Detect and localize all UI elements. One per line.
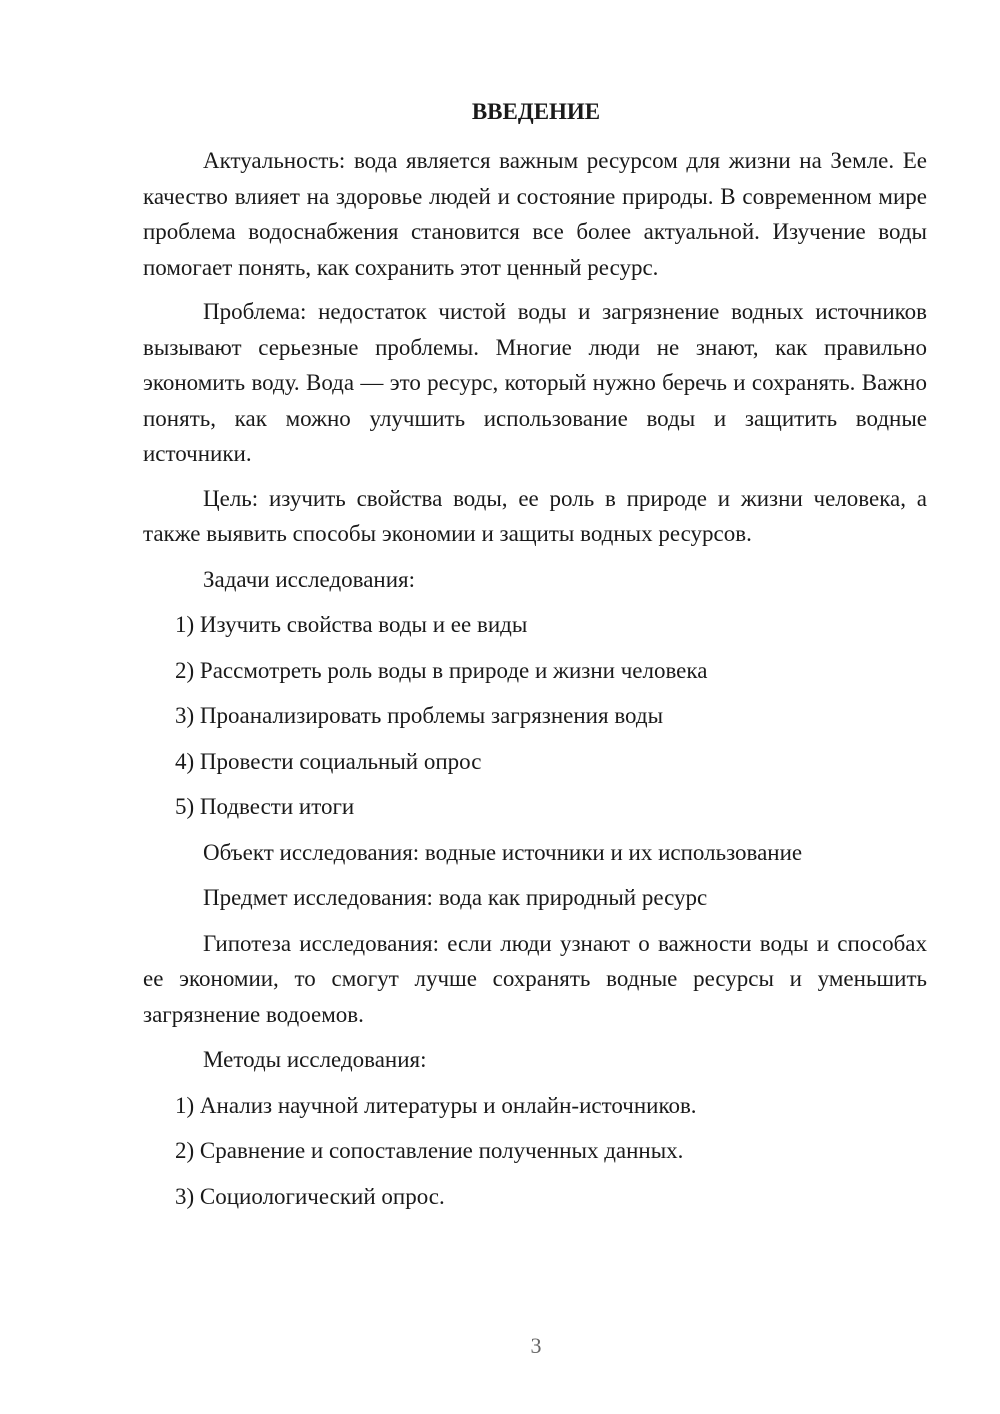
task-item: 2) Рассмотреть роль воды в природе и жизни человека [175, 657, 708, 683]
task-item: 1) Изучить свойства воды и ее виды [175, 612, 528, 637]
body-text [143, 143, 927, 1214]
problem-paragraph: Проблема: недостаток чистой воды и загрязнение водных источников вызывают серьезные проблемы. Многие люди не знают, как правильно экономить воду. Вода — это ресурс, который нужно беречь и сохранять. Важно понять, как можно улучшить использование воды и защитить водные источники. [143, 299, 927, 466]
tasks-heading: Задачи исследования: [203, 566, 416, 592]
method-item: 1) Анализ научной литературы и онлайн-источников. [175, 1092, 697, 1118]
method-item: 3) Социологический опрос. [175, 1183, 445, 1209]
research-subject: Предмет исследования: вода как природный ресурс [203, 885, 708, 910]
goal-paragraph: Цель: изучить свойства воды, ее роль в природе и жизни человека, а также выявить способы экономии и защиты водных ресурсов. [143, 485, 927, 546]
methods-heading: Методы исследования: [203, 1047, 427, 1072]
task-item: 3) Проанализировать проблемы загрязнения воды [175, 703, 664, 728]
task-item: 5) Подвести итоги [175, 794, 355, 819]
hypothesis-paragraph: Гипотеза исследования: если люди узнают о важности воды и способах ее экономии, то смогут лучше сохранять водные ресурсы и уменьшить загрязнение водоемов. [143, 930, 927, 1027]
relevance-paragraph: Актуальность: вода является важным ресурсом для жизни на Земле. Ее качество влияет на здоровье людей и состояние природы. В современном мире проблема водоснабжения становится все более актуальной. Изучение воды помогает понять, как сохранить этот ценный ресурс. [143, 148, 927, 280]
section-title: ВВЕДЕНИЕ [471, 99, 601, 124]
task-item: 4) Провести социальный опрос [175, 748, 482, 774]
page-number: 3 [530, 1333, 542, 1358]
method-item: 2) Сравнение и сопоставление полученных данных. [175, 1138, 684, 1163]
research-object: Объект исследования: водные источники и их использование [203, 839, 803, 865]
